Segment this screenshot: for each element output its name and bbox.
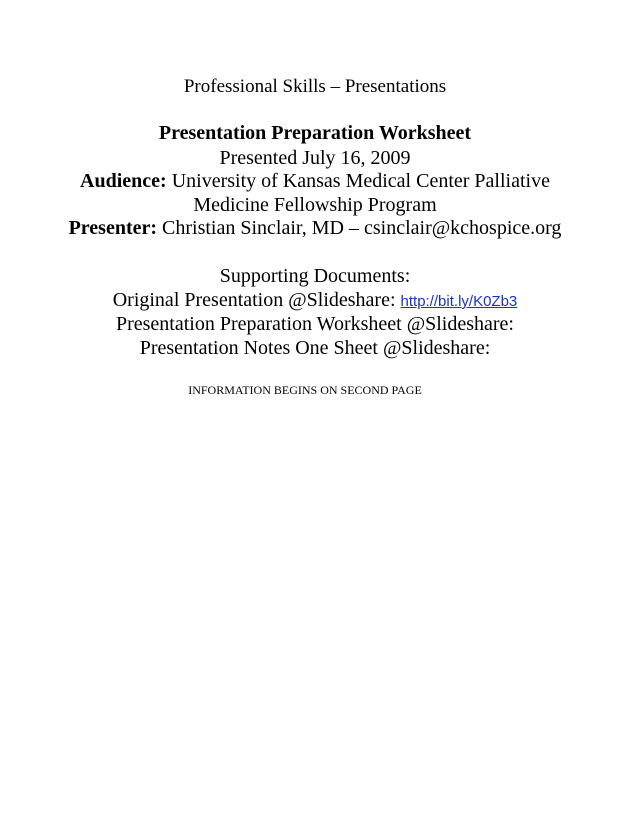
presentation-date: Presented July 16, 2009	[219, 147, 411, 169]
supporting-documents-heading: Supporting Documents:	[219, 265, 411, 287]
audience-value: University of Kansas Medical Center Palliative	[171, 170, 550, 192]
supporting-item-original	[0, 289, 630, 312]
presenter-line	[0, 217, 630, 240]
audience-line	[0, 170, 630, 193]
slideshare-link[interactable]: http://bit.ly/K0Zb3	[400, 293, 518, 310]
audience-label: Audience:	[80, 170, 167, 192]
supporting-item-notes: Presentation Notes One Sheet @Slideshare:	[139, 337, 491, 359]
course-heading: Professional Skills – Presentations	[183, 76, 447, 97]
second-page-notice: INFORMATION BEGINS ON SECOND PAGE	[188, 383, 422, 397]
presenter-label: Presenter:	[68, 217, 158, 239]
supporting-item-worksheet: Presentation Preparation Worksheet @Slideshare:	[115, 313, 514, 335]
worksheet-title: Presentation Preparation Worksheet	[158, 122, 472, 144]
presenter-value: Christian Sinclair, MD – csinclair@kchospice.org	[162, 217, 562, 239]
audience-line-2: Medicine Fellowship Program	[193, 194, 437, 216]
supporting-item-label: Original Presentation @Slideshare:	[112, 289, 396, 311]
